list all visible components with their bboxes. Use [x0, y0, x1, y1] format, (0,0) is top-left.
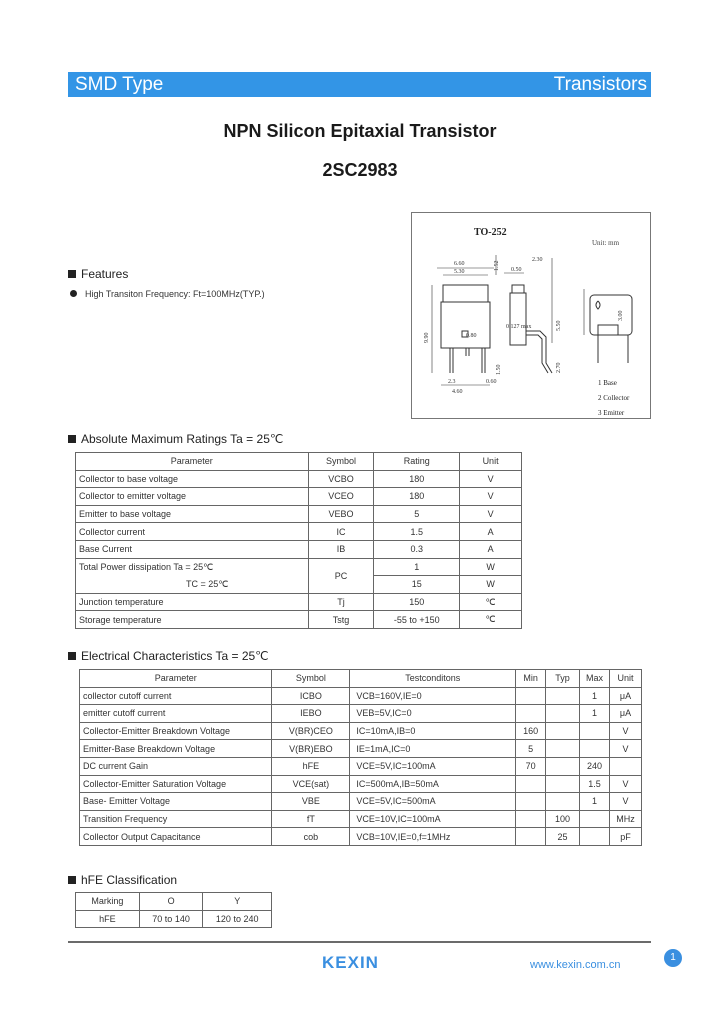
dim-4-60: 4.60 [452, 389, 463, 395]
feature-item: High Transiton Frequency: Ft=100MHz(TYP.) [70, 289, 265, 299]
col-header: Min [516, 670, 546, 688]
param-cell: Collector-Emitter Saturation Voltage [80, 775, 272, 793]
abs-max-heading: Absolute Maximum Ratings Ta = 25℃ [68, 432, 283, 446]
value-cell: 1.5 [580, 775, 610, 793]
dim-0-80: 0.80 [466, 333, 477, 339]
value-cell [546, 687, 580, 705]
value-cell [516, 810, 546, 828]
value-cell: VCE=5V,IC=100mA [350, 757, 516, 775]
package-outline-diagram [412, 213, 650, 418]
col-header: Rating [374, 453, 460, 471]
pin-3-label: 3 Emitter [598, 409, 625, 417]
value-cell: VCB=10V,IE=0,f=1MHz [350, 828, 516, 846]
value-cell: V [610, 740, 642, 758]
value-cell: VCE(sat) [272, 775, 350, 793]
value-cell: MHz [610, 810, 642, 828]
param-cell: Collector-Emitter Breakdown Voltage [80, 722, 272, 740]
table-row [80, 722, 642, 740]
bullet-square-icon [68, 652, 76, 660]
value-cell: 25 [546, 828, 580, 846]
value-cell [580, 828, 610, 846]
unit-label: Unit: mm [592, 239, 620, 247]
dim-1-50: 1.50 [496, 364, 502, 375]
bullet-square-icon [68, 876, 76, 884]
kexin-logo: KEXIN [322, 953, 379, 972]
col-header: Unit [460, 453, 522, 471]
header-left: SMD Type [75, 74, 164, 95]
value-cell [610, 757, 642, 775]
table-row [80, 740, 642, 758]
value-cell: 5 [516, 740, 546, 758]
table-row [80, 687, 642, 705]
param-cell: Collector Output Capacitance [80, 828, 272, 846]
dim-0-60: 0.60 [486, 379, 497, 385]
table-row: Storage temperature Tstg -55 to +150 ℃ [76, 611, 522, 629]
part-number: 2SC2983 [322, 160, 398, 180]
value-cell: VCB=160V,IE=0 [350, 687, 516, 705]
value-cell: VCE=10V,IC=100mA [350, 810, 516, 828]
table-row [80, 757, 642, 775]
value-cell: 100 [546, 810, 580, 828]
value-cell: V(BR)EBO [272, 740, 350, 758]
table-row: TC = 25℃ 15 W [76, 576, 522, 594]
value-cell: VCE=5V,IC=500mA [350, 793, 516, 811]
table-row: Emitter to base voltage VEBO 5 V [76, 505, 522, 523]
value-cell [516, 775, 546, 793]
table-header-row [76, 453, 522, 471]
value-cell: fT [272, 810, 350, 828]
dim-5-50: 5.50 [556, 320, 562, 331]
hfe-table [75, 892, 272, 928]
value-cell: VEB=5V,IC=0 [350, 705, 516, 723]
value-cell: IEBO [272, 705, 350, 723]
value-cell [546, 722, 580, 740]
param-cell: DC current Gain [80, 757, 272, 775]
table-row: Junction temperature Tj 150 ℃ [76, 593, 522, 611]
table-row: Base Current IB 0.3 A [76, 540, 522, 558]
dim-9-90: 9.90 [424, 332, 430, 343]
value-cell: cob [272, 828, 350, 846]
value-cell: IC=500mA,IB=50mA [350, 775, 516, 793]
param-cell: Base- Emitter Voltage [80, 793, 272, 811]
pin-2-label: 2 Collector [598, 394, 630, 402]
value-cell: V [610, 793, 642, 811]
value-cell [516, 705, 546, 723]
param-cell: emitter cutoff current [80, 705, 272, 723]
table-header-row: Marking O Y [76, 893, 272, 911]
website-link[interactable]: www.kexin.com.cn [530, 959, 621, 971]
table-row: Collector to emitter voltage VCEO 180 V [76, 488, 522, 506]
col-header: Unit [610, 670, 642, 688]
package-name: TO-252 [474, 227, 507, 238]
dim-1-52: 1.52 [494, 260, 500, 271]
value-cell [580, 810, 610, 828]
table-row [80, 775, 642, 793]
footer-divider [68, 941, 651, 943]
package-drawing [411, 212, 651, 419]
header-right: Transistors [553, 74, 647, 95]
value-cell: 1 [580, 705, 610, 723]
col-header: Parameter [76, 453, 309, 471]
value-cell: hFE [272, 757, 350, 775]
value-cell: 160 [516, 722, 546, 740]
page-number: 1 [664, 949, 682, 967]
value-cell: 1 [580, 793, 610, 811]
col-header: Max [580, 670, 610, 688]
value-cell [546, 705, 580, 723]
value-cell: IC=10mA,IB=0 [350, 722, 516, 740]
value-cell: 240 [580, 757, 610, 775]
dim-2-70: 2.70 [556, 362, 562, 373]
table-row [80, 828, 642, 846]
table-row: hFE 70 to 140 120 to 240 [76, 910, 272, 928]
value-cell: V [610, 775, 642, 793]
col-header: Symbol [272, 670, 350, 688]
value-cell [580, 740, 610, 758]
dim-0-127: 0.127 max [506, 324, 532, 330]
hfe-heading: hFE Classification [68, 873, 177, 887]
value-cell: 70 [516, 757, 546, 775]
value-cell: V(BR)CEO [272, 722, 350, 740]
table-row: Collector to base voltage VCBO 180 V [76, 470, 522, 488]
value-cell: pF [610, 828, 642, 846]
table-row [80, 705, 642, 723]
doc-title: NPN Silicon Epitaxial Transistor [223, 121, 497, 141]
col-header: Symbol [308, 453, 374, 471]
value-cell: VBE [272, 793, 350, 811]
abs-max-table [75, 452, 522, 629]
header-banner [68, 72, 651, 97]
value-cell: V [610, 722, 642, 740]
value-cell: μA [610, 705, 642, 723]
table-row [80, 810, 642, 828]
value-cell: IE=1mA,IC=0 [350, 740, 516, 758]
param-cell: collector cutoff current [80, 687, 272, 705]
bullet-square-icon [68, 435, 76, 443]
table-header-row [80, 670, 642, 688]
table-row [80, 793, 642, 811]
value-cell [516, 828, 546, 846]
dim-2-3: 2.3 [448, 379, 456, 385]
value-cell [580, 722, 610, 740]
elec-table [79, 669, 642, 846]
value-cell: ICBO [272, 687, 350, 705]
value-cell: μA [610, 687, 642, 705]
col-header: Typ [546, 670, 580, 688]
value-cell [516, 687, 546, 705]
dim-3-00: 3.00 [618, 310, 624, 321]
bullet-square-icon [68, 270, 76, 278]
col-header: Testconditons [350, 670, 516, 688]
col-header: Parameter [80, 670, 272, 688]
value-cell [546, 793, 580, 811]
pin-1-label: 1 Base [598, 379, 617, 387]
elec-heading: Electrical Characteristics Ta = 25℃ [68, 649, 269, 663]
param-cell: Transition Frequency [80, 810, 272, 828]
dim-2-30: 2.30 [532, 257, 543, 263]
value-cell [546, 757, 580, 775]
param-cell: Emitter-Base Breakdown Voltage [80, 740, 272, 758]
dim-5-30: 5.30 [454, 269, 465, 275]
value-cell [516, 793, 546, 811]
table-row: Total Power dissipation Ta = 25℃ PC 1 W [76, 558, 522, 576]
bullet-dot-icon [70, 290, 77, 297]
table-row: Collector current IC 1.5 A [76, 523, 522, 541]
value-cell [546, 740, 580, 758]
dim-0-50: 0.50 [511, 267, 522, 273]
value-cell [546, 775, 580, 793]
features-heading: Features [68, 267, 128, 281]
dim-6-60: 6.60 [454, 261, 465, 267]
value-cell: 1 [580, 687, 610, 705]
